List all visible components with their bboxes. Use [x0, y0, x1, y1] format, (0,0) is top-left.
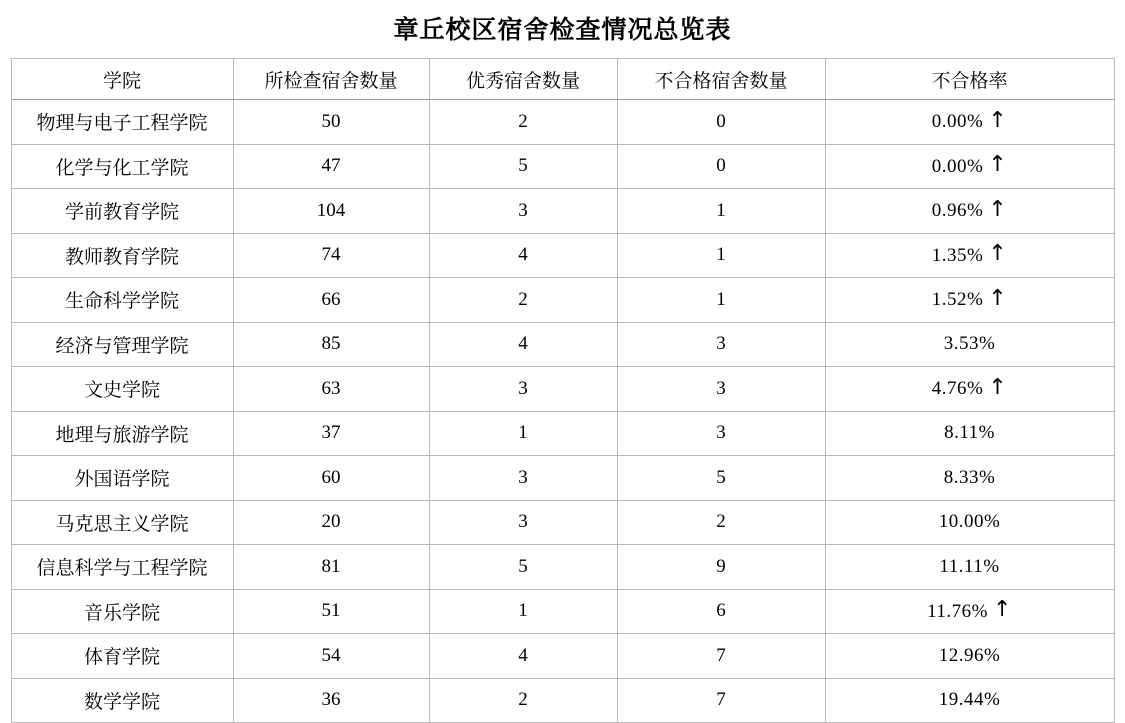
column-header-failure-rate: 不合格率: [825, 59, 1114, 100]
cell-failed-count: 7: [617, 634, 825, 679]
failure-rate-value: 8.33%: [943, 466, 996, 488]
cell-failed-count: 3: [617, 367, 825, 412]
failure-rate-wrapper: [944, 334, 996, 353]
failure-rate-wrapper: [927, 597, 1012, 622]
cell-college: 体育学院: [11, 634, 233, 679]
cell-failure-rate: [825, 322, 1114, 367]
cell-failure-rate: [825, 144, 1114, 189]
arrow-up-icon: ↑: [988, 241, 1008, 266]
cell-excellent-count: 2: [429, 678, 617, 723]
cell-failure-rate: [825, 456, 1114, 501]
cell-failure-rate: [825, 367, 1114, 412]
failure-rate-wrapper: [931, 374, 1008, 400]
cell-failure-rate: [825, 545, 1114, 590]
table-row: [11, 367, 1114, 412]
cell-checked-count: 47: [233, 144, 429, 189]
cell-failed-count: 1: [617, 189, 825, 234]
cell-failed-count: 3: [617, 411, 825, 456]
table-row: [11, 678, 1114, 723]
failure-rate-value: 11.76%: [927, 600, 988, 622]
cell-college: 物理与电子工程学院: [11, 100, 233, 145]
failure-rate-wrapper: [939, 690, 1001, 709]
cell-failed-count: 1: [617, 233, 825, 278]
failure-rate-value: 3.53%: [943, 333, 996, 355]
cell-failed-count: 1: [617, 278, 825, 323]
failure-rate-wrapper: [944, 468, 996, 487]
failure-rate-wrapper: [931, 152, 1008, 177]
table-row: [11, 322, 1114, 367]
cell-failure-rate: [825, 233, 1114, 278]
cell-excellent-count: 3: [429, 500, 617, 545]
cell-failure-rate: [825, 500, 1114, 545]
cell-checked-count: 81: [233, 545, 429, 590]
cell-excellent-count: 5: [429, 144, 617, 189]
cell-checked-count: 63: [233, 367, 429, 412]
failure-rate-wrapper: [939, 557, 999, 576]
cell-failed-count: 5: [617, 456, 825, 501]
dormitory-inspection-table: [11, 58, 1115, 723]
failure-rate-value: 1.35%: [931, 244, 984, 266]
cell-failed-count: 2: [617, 500, 825, 545]
page-title: 章丘校区宿舍检查情况总览表: [393, 15, 732, 44]
table-row: [11, 233, 1114, 278]
cell-failed-count: 0: [617, 144, 825, 189]
cell-checked-count: 104: [233, 189, 429, 234]
cell-checked-count: 60: [233, 456, 429, 501]
cell-excellent-count: 2: [429, 278, 617, 323]
cell-college: 化学与化工学院: [11, 144, 233, 189]
cell-checked-count: 54: [233, 634, 429, 679]
failure-rate-value: 19.44%: [938, 689, 1001, 711]
table-row: [11, 189, 1114, 234]
cell-college: 数学学院: [11, 678, 233, 723]
cell-failed-count: 6: [617, 589, 825, 634]
table-row: [11, 411, 1114, 456]
cell-failed-count: 0: [617, 100, 825, 145]
cell-excellent-count: 3: [429, 367, 617, 412]
failure-rate-value: 10.00%: [938, 511, 1001, 533]
table-row: [11, 500, 1114, 545]
cell-failure-rate: [825, 589, 1114, 634]
column-header-excellent-count: 优秀宿舍数量: [429, 59, 617, 100]
table-row: [11, 589, 1114, 634]
arrow-up-icon: ↑: [988, 374, 1008, 400]
cell-excellent-count: 1: [429, 589, 617, 634]
cell-checked-count: 50: [233, 100, 429, 145]
cell-failure-rate: [825, 634, 1114, 679]
arrow-up-icon: ↑: [992, 597, 1012, 622]
failure-rate-value: 0.00%: [931, 111, 984, 132]
cell-college: 学前教育学院: [11, 189, 233, 234]
cell-failed-count: 3: [617, 322, 825, 367]
arrow-up-icon: ↑: [988, 152, 1008, 177]
cell-college: 马克思主义学院: [11, 500, 233, 545]
table-row: [11, 278, 1114, 323]
cell-failure-rate: [825, 189, 1114, 234]
failure-rate-value: 11.11%: [939, 555, 1000, 577]
cell-excellent-count: 4: [429, 322, 617, 367]
failure-rate-value: 12.96%: [938, 644, 1001, 666]
cell-checked-count: 51: [233, 589, 429, 634]
failure-rate-wrapper: [944, 423, 995, 442]
arrow-up-icon: ↑: [988, 107, 1008, 133]
table-row: [11, 456, 1114, 501]
table-row: [11, 100, 1114, 145]
cell-checked-count: 20: [233, 500, 429, 545]
table-row: [11, 144, 1114, 189]
cell-checked-count: 36: [233, 678, 429, 723]
table-body: [11, 100, 1114, 723]
failure-rate-wrapper: [939, 512, 1001, 531]
cell-checked-count: 85: [233, 322, 429, 367]
cell-checked-count: 66: [233, 278, 429, 323]
arrow-up-icon: ↑: [988, 285, 1008, 311]
table-row: [11, 634, 1114, 679]
cell-failure-rate: [825, 278, 1114, 323]
cell-failed-count: 7: [617, 678, 825, 723]
cell-excellent-count: 1: [429, 411, 617, 456]
cell-excellent-count: 2: [429, 100, 617, 145]
failure-rate-value: 0.00%: [931, 155, 984, 177]
cell-college: 生命科学学院: [11, 278, 233, 323]
failure-rate-wrapper: [931, 196, 1008, 222]
cell-college: 文史学院: [11, 367, 233, 412]
failure-rate-value: 8.11%: [944, 422, 995, 444]
column-header-failed-count: 不合格宿舍数量: [617, 59, 825, 100]
failure-rate-wrapper: [939, 646, 1001, 665]
cell-college: 教师教育学院: [11, 233, 233, 278]
arrow-up-icon: ↑: [988, 196, 1008, 222]
cell-failure-rate: [825, 411, 1114, 456]
cell-college: 音乐学院: [11, 589, 233, 634]
cell-excellent-count: 4: [429, 634, 617, 679]
cell-failed-count: 9: [617, 545, 825, 590]
column-header-college: 学院: [11, 59, 233, 100]
failure-rate-value: 4.76%: [931, 378, 984, 399]
failure-rate-value: 0.96%: [931, 200, 984, 221]
failure-rate-wrapper: [931, 107, 1008, 133]
cell-excellent-count: 5: [429, 545, 617, 590]
table-row: [11, 545, 1114, 590]
failure-rate-wrapper: [931, 241, 1008, 266]
failure-rate-wrapper: [931, 285, 1008, 311]
cell-college: 信息科学与工程学院: [11, 545, 233, 590]
cell-failure-rate: [825, 678, 1114, 723]
column-header-checked-count: 所检查宿舍数量: [233, 59, 429, 100]
cell-checked-count: 74: [233, 233, 429, 278]
cell-checked-count: 37: [233, 411, 429, 456]
cell-college: 地理与旅游学院: [11, 411, 233, 456]
cell-excellent-count: 3: [429, 456, 617, 501]
cell-failure-rate: [825, 100, 1114, 145]
cell-excellent-count: 4: [429, 233, 617, 278]
cell-excellent-count: 3: [429, 189, 617, 234]
table-header-row: [11, 59, 1114, 100]
cell-college: 外国语学院: [11, 456, 233, 501]
cell-college: 经济与管理学院: [11, 322, 233, 367]
failure-rate-value: 1.52%: [931, 289, 984, 310]
